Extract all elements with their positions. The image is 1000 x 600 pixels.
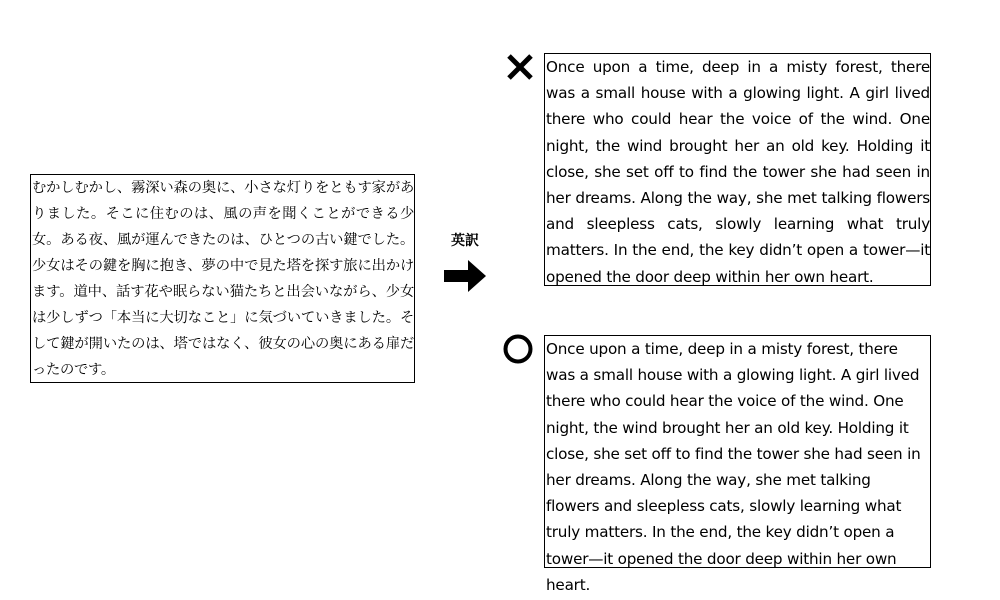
bad-translation-text: Once upon a time, deep in a misty forest, there was a small house with a glowing light. A girl lived there who could hear the voice of the wind. One night, the wind brought her an old key. Holding it close, she set off to find the tower she had seen in her dreams. Along the way, she met talking flowers and sleepless cats, slowly learning what truly matters. In the end, the key didn’t open a tower—it opened the door deep within her own heart. bbox=[546, 58, 930, 286]
cross-icon bbox=[506, 53, 534, 81]
circle-icon bbox=[502, 333, 534, 365]
translate-label: 英訳 bbox=[451, 233, 479, 249]
bad-translation-box bbox=[544, 53, 931, 286]
good-translation-text: Once upon a time, deep in a misty forest, there was a small house with a glowing light. A girl lived there who could hear the voice of the wind. One night, the wind brought her an old key. Holding it close, she set off to find the tower she had seen in her dreams. Along the way, she met talking flowers and sleepless cats, slowly learning what truly matters. In the end, the key didn’t open a tower—it opened the door deep within her own heart. bbox=[546, 340, 921, 594]
japanese-source-box bbox=[30, 174, 415, 383]
right-arrow-icon bbox=[444, 258, 488, 294]
good-translation-box bbox=[544, 335, 931, 594]
japanese-source-text: むかしむかし、霧深い森の奥に、小さな灯りをともす家がありました。そこに住むのは、風の声を聞くことができる少女。ある夜、風が運んできたのは、ひとつの古い鍵でした。少女はその鍵を胸に抱き、夢の中で見た塔を探す旅に出かけます。道中、話す花や眠らない猫たちと出会いながら、少女は少しずつ「本当に大切なこと」に気づいていきました。そして鍵が開いたのは、塔ではなく、彼女の心の奥にある扉だったのです。 bbox=[32, 180, 414, 378]
